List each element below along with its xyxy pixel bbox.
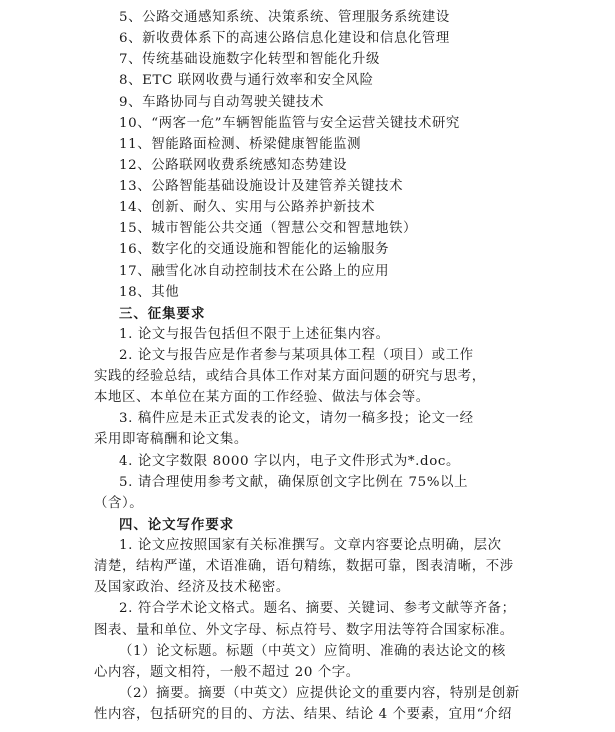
paragraph-line: 本地区、本单位在某方面的工作经验、做法与体会等。 (94, 390, 430, 406)
list-item: 12、公路联网收费系统感知态势建设 (119, 157, 348, 173)
paragraph-line: 2. 论文与报告应是作者参与某项具体工程（项目）或工作 (119, 347, 474, 363)
list-item: 16、数字化的交通设施和智能化的运输服务 (119, 242, 390, 258)
paragraph-line: （含）。 (94, 495, 144, 511)
list-item: 6、新收费体系下的高速公路信息化建设和信息化管理 (119, 31, 450, 47)
list-item: 8、ETC 联网收费与通行效率和安全风险 (119, 73, 374, 89)
list-item: 10、“两客一危”车辆智能监管与安全运营关键技术研究 (119, 115, 460, 131)
paragraph-line: 性内容，包括研究的目的、方法、结果、结论 4 个要素，宜用“介绍 (94, 707, 513, 722)
list-item: 7、传统基础设施数字化转型和智能化升级 (119, 52, 380, 68)
paragraph-line: 清楚，结构严谨，术语准确，语句精练，数据可靠，图表清晰，不涉 (94, 559, 514, 575)
paragraph-line: 采用即寄稿酬和论文集。 (94, 432, 248, 448)
paragraph-line: 实践的经验总结，或结合具体工作对某方面问题的研究与思考， (94, 369, 486, 385)
section-heading: 四、论文写作要求 (119, 516, 235, 533)
paragraph-line: 1. 论文与报告包括但不限于上述征集内容。 (119, 326, 390, 342)
paragraph-line: 5. 请合理使用参考文献，确保原创文字比例在 75%以上 (119, 474, 469, 490)
paragraph-line: 心内容，题文相符，一般不超过 20 个字。 (94, 664, 360, 680)
list-item: 9、车路协同与自动驾驶关键技术 (119, 94, 324, 110)
paragraph-line: 2. 符合学术论文格式。题名、摘要、关键词、参考文献等齐备； (119, 601, 516, 617)
list-item: 18、其他 (119, 284, 180, 300)
paragraph-line: （2）摘要。摘要（中英文）应提供论文的重要内容，特别是创新 (119, 685, 520, 701)
list-item: 5、公路交通感知系统、决策系统、管理服务系统建设 (119, 10, 450, 25)
paragraph-line: 4. 论文字数限 8000 字以内，电子文件形式为*.doc。 (119, 453, 460, 469)
paragraph-line: 3. 稿件应是未正式发表的论文，请勿一稿多投；论文一经 (119, 411, 474, 427)
paragraph-line: （1）论文标题。标题（中英文）应简明、准确的表达论文的核 (119, 643, 506, 659)
paragraph-line: 及国家政治、经济及技术秘密。 (94, 580, 290, 596)
paragraph-line: 图表、量和单位、外文字母、标点符号、数字用法等符合国家标准。 (94, 622, 514, 638)
list-item: 11、智能路面检测、桥梁健康智能监测 (119, 136, 362, 152)
list-item: 14、创新、耐久、实用与公路养护新技术 (119, 200, 376, 216)
section-heading: 三、征集要求 (119, 305, 206, 322)
list-item: 13、公路智能基础设施设计及建管养关键技术 (119, 179, 404, 194)
list-item: 17、融雪化冰自动控制技术在公路上的应用 (119, 263, 390, 279)
paragraph-line: 1. 论文应按照国家有关标准撰写。文章内容要论点明确，层次 (119, 538, 502, 553)
list-item: 15、城市智能公共交通（智慧公交和智慧地铁） (119, 221, 418, 237)
